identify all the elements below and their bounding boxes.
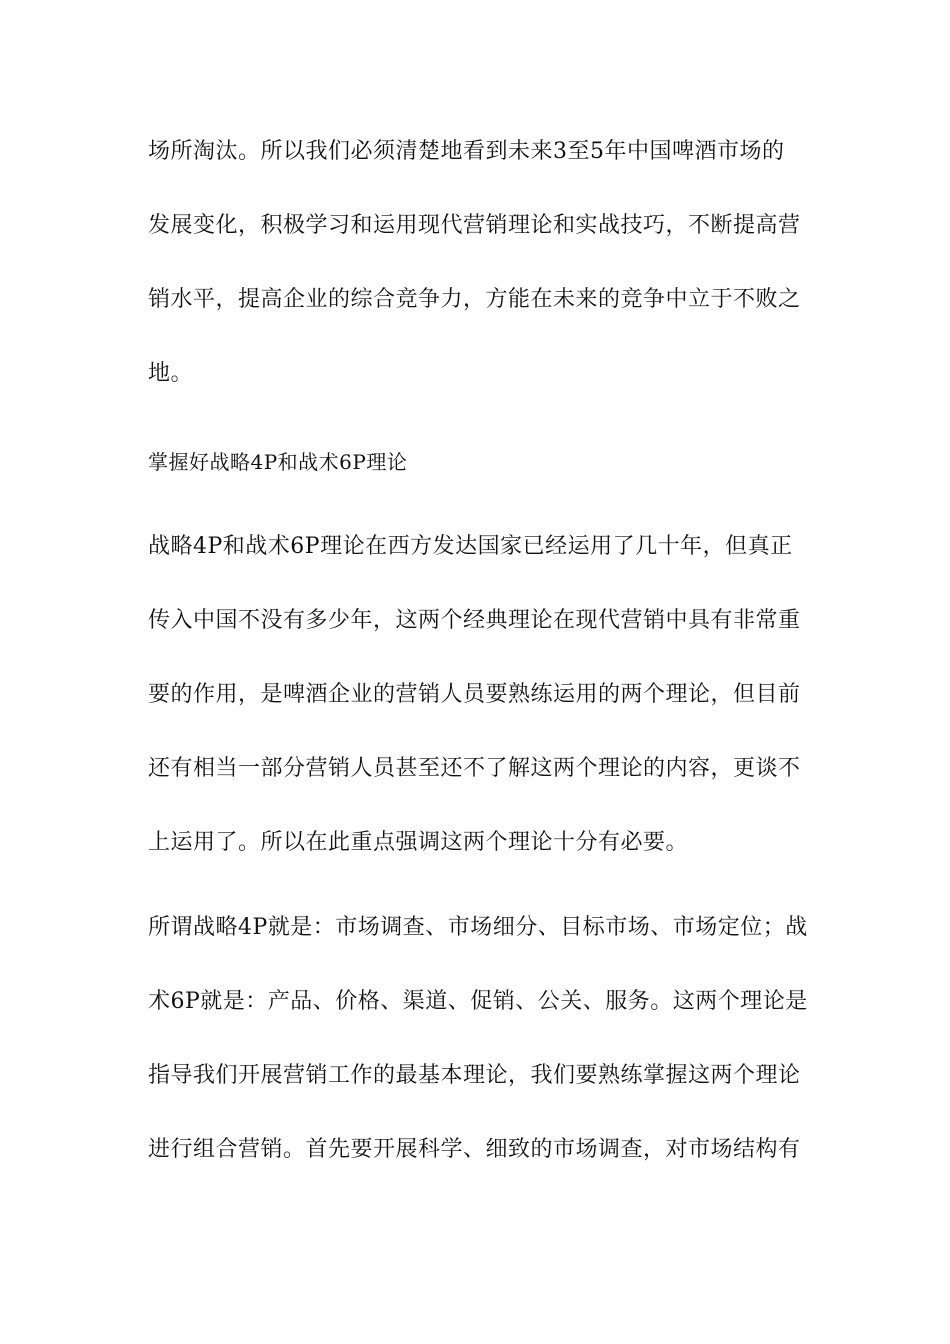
paragraph-2-line-4: 还有相当一部分营销人员甚至还不了解这两个理论的内容，更谈不 — [148, 756, 801, 781]
paragraph-3-line-4: 进行组合营销。首先要开展科学、细致的市场调查，对市场结构有 — [148, 1137, 801, 1162]
paragraph-3-line-2: 术6P就是：产品、价格、渠道、促销、公关、服务。这两个理论是 — [148, 989, 808, 1014]
paragraph-1-line-1: 场所淘汰。所以我们必须清楚地看到未来3至5年中国啤酒市场的 — [148, 139, 785, 164]
paragraph-2-line-2: 传入中国不没有多少年，这两个经典理论在现代营销中具有非常重 — [148, 608, 801, 633]
paragraph-2-line-1: 战略4P和战术6P理论在西方发达国家已经运用了几十年，但真正 — [148, 534, 793, 559]
paragraph-3-line-3: 指导我们开展营销工作的最基本理论，我们要熟练掌握这两个理论 — [148, 1063, 801, 1088]
paragraph-1-line-3: 销水平，提高企业的综合竞争力，方能在未来的竞争中立于不败之 — [148, 287, 801, 312]
paragraph-2-line-3: 要的作用，是啤酒企业的营销人员要熟练运用的两个理论，但目前 — [148, 682, 801, 707]
paragraph-3-line-1: 所谓战略4P就是：市场调查、市场细分、目标市场、市场定位；战 — [148, 915, 808, 940]
section-heading: 掌握好战略4P和战术6P理论 — [148, 450, 408, 474]
paragraph-1-line-4: 地。 — [148, 361, 194, 386]
paragraph-1-line-2: 发展变化，积极学习和运用现代营销理论和实战技巧，不断提高营 — [148, 213, 801, 238]
paragraph-2-line-5: 上运用了。所以在此重点强调这两个理论十分有必要。 — [148, 830, 689, 855]
